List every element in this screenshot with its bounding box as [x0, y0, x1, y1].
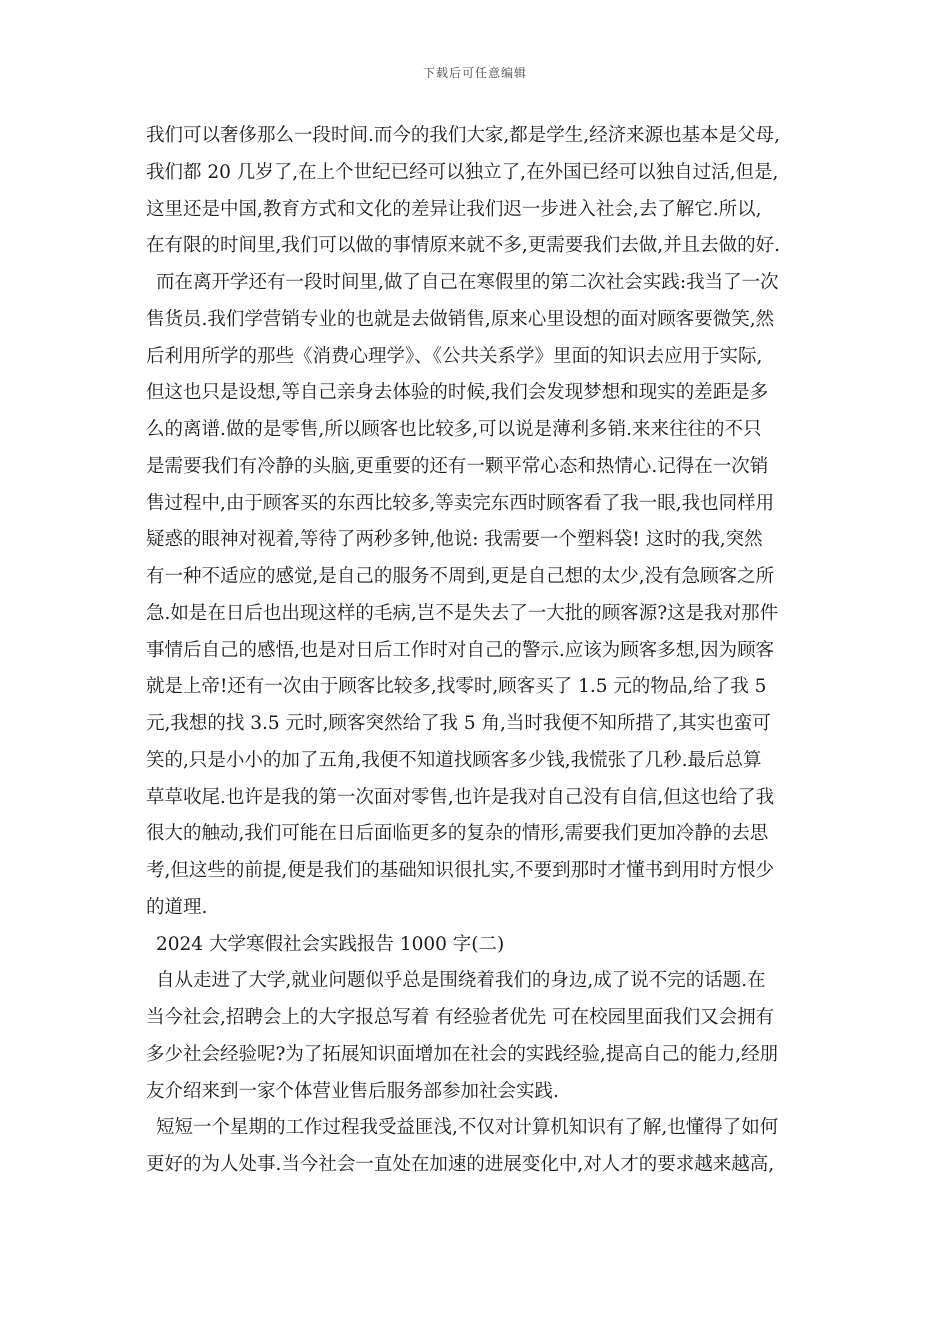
- text-line: 么的离谱.做的是零售,所以顾客也比较多,可以说是薄利多销.来来往往的不只: [146, 419, 762, 440]
- text-line: 这里还是中国,教育方式和文化的差异让我们迟一步进入社会,去了解它.所以,: [146, 198, 762, 220]
- text-line: 的道理.: [146, 896, 208, 918]
- text-line: 我们可以奢侈那么一段时间.而今的我们大家,都是学生,经济来源也基本是父母,: [146, 125, 781, 146]
- text-line: 很大的触动,我们可能在日后面临更多的复杂的情形,需要我们更加冷静的去思: [146, 823, 769, 845]
- text-line: 考,但这些的前提,便是我们的基础知识很扎实,不要到那时才懂书到用时方恨少: [146, 860, 775, 881]
- text-line: 笑的,只是小小的加了五角,我便不知道找顾客多少钱,我慌张了几秒.最后总算: [146, 749, 762, 771]
- text-line: 友介绍来到一家个体营业售后服务部参加社会实践.: [146, 1080, 559, 1102]
- text-line: 自从走进了大学,就业问题似乎总是围绕着我们的身边,成了说不完的话题.在: [156, 970, 766, 992]
- text-line: 后利用所学的那些《消费心理学》、《公共关系学》里面的知识去应用于实际,: [146, 345, 763, 367]
- text-line: 2024 大学寒假社会实践报告 1000 字(二): [156, 933, 505, 955]
- text-line: 售过程中,由于顾客买的东西比较多,等卖完东西时顾客看了我一眼,我也同样用: [146, 492, 775, 514]
- text-line: 就是上帝!还有一次由于顾客比较多,找零时,顾客买了 1.5 元的物品,给了我 5: [146, 676, 767, 698]
- text-line: 多少社会经验呢?为了拓展知识面增加在社会的实践经验,提高自己的能力,经朋: [146, 1043, 779, 1065]
- document-body: [146, 118, 816, 1184]
- text-line: 售货员.我们学营销专业的也就是去做销售,原来心里设想的面对顾客要微笑,然: [146, 308, 775, 330]
- page-header: 下载后可任意编辑: [422, 66, 527, 80]
- text-line: 是需要我们有冷静的头脑,更重要的还有一颗平常心态和热情心.记得在一次销: [146, 455, 769, 477]
- text-line: 疑惑的眼神对视着,等待了两秒多钟,他说: 我需要一个塑料袋! 这时的我,突然: [146, 529, 763, 551]
- text-line: 当今社会,招聘会上的大字报总写着 有经验者优先 可在校园里面我们又会拥有: [146, 1007, 775, 1028]
- text-line: 而在离开学还有一段时间里,做了自己在寒假里的第二次社会实践:我当了一次: [156, 272, 779, 293]
- text-line: 急.如是在日后也出现这样的毛病,岂不是失去了一大批的顾客源?这是我对那件: [146, 602, 779, 624]
- text-line: 草草收尾.也许是我的第一次面对零售,也许是我对自己没有自信,但这也给了我: [146, 786, 775, 808]
- text-line: 更好的为人处事.当今社会一直处在加速的进展变化中,对人才的要求越来越高,: [146, 1154, 775, 1175]
- text-line: 但这也只是设想,等自己亲身去体验的时候,我们会发现梦想和现实的差距是多: [146, 382, 769, 404]
- text-line: 元,我想的找 3.5 元时,顾客突然给了我 5 角,当时我便不知所措了,其实也蛮可: [146, 713, 771, 734]
- text-line: 在有限的时间里,我们可以做的事情原来就不多,更需要我们去做,并且去做的好.: [146, 235, 781, 257]
- text-line: 事情后自己的感悟,也是对日后工作时对自己的警示.应该为顾客多想,因为顾客: [146, 639, 775, 661]
- text-line: 有一种不适应的感觉,是自己的服务不周到,更是自己想的太少,没有急顾客之所: [146, 566, 775, 587]
- text-line: 我们都 20 几岁了,在上个世纪已经可以独立了,在外国已经可以独自过活,但是,: [146, 161, 779, 183]
- text-line: 短短一个星期的工作过程我受益匪浅,不仅对计算机知识有了解,也懂得了如何: [156, 1117, 779, 1139]
